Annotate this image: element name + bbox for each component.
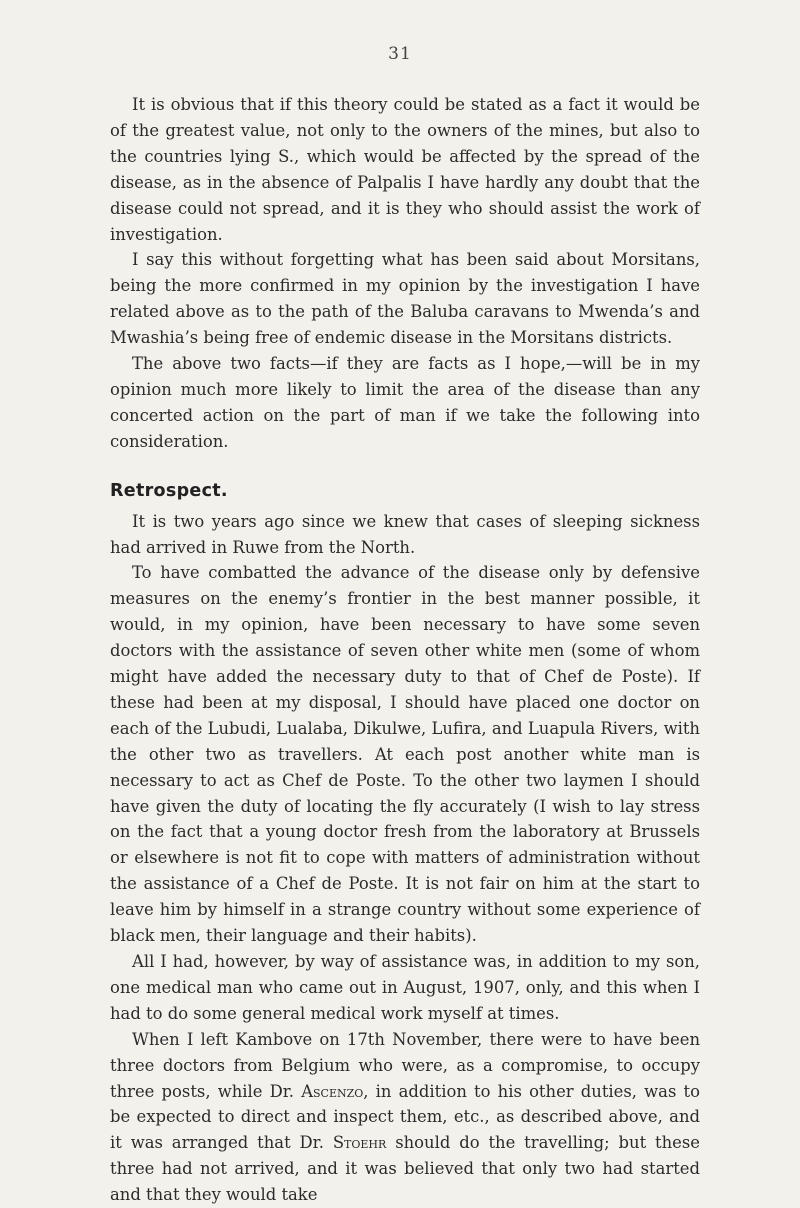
page-number: 31	[388, 44, 412, 64]
paragraph: To have combatted the advance of the disease only by defensive measures on the enemy’s frontier in the best manner possible, it would, in my opinion, have been necessary to have some seven doctors with the assistance of seven other white men (some of whom might have added the necessary duty to that of Chef de Poste). If these had been at my disposal, I should have placed one doctor on each of the Lubudi, Lualaba, Dikulwe, Lufira, and Luapula Rivers, with the other two as travellers. At each post another white man is necessary to act as Chef de Poste. To the other two laymen I should have given the duty of locating the fly accurately (I wish to lay stress on the fact that a young doctor fresh from the laboratory at Brussels or elsewhere is not fit to cope with matters of administration without the assistance of a Chef de Poste. It is not fair on him at the start to leave him by himself in a strange country without some experience of black men, their language and their habits).	[110, 563, 700, 946]
paragraph	[110, 1027, 700, 1208]
section-heading: Retrospect.	[110, 480, 228, 501]
paragraph: The above two facts—if they are facts as I hope,—will be in my opinion much more likely to limit the area of the disease than any concerted action on the part of man if we take the following into consideration.	[110, 354, 700, 451]
paragraph: It is two years ago since we knew that cases of sleeping sickness had arrived in Ruwe from the North.	[110, 511, 700, 557]
text-run: should do the travelling; but these three had not arrived, and it was believed that only two had started and that they would take	[110, 1133, 700, 1205]
text-run: When I left Kambove on 17th November, there were to have been three doctors from Belgium who were, as a compromise, to occupy three posts, while Dr.	[110, 1029, 700, 1101]
paragraph: It is obvious that if this theory could be stated as a fact it would be of the greatest value, not only to the owners of the mines, but also to the countries lying S., which would be affected by the spread of the disease, as in the absence of Palpalis I have hardly any doubt that the disease could not spread, and it is they who should assist the work of investigation.	[110, 95, 700, 244]
body-text	[110, 92, 700, 1208]
paragraph: All I had, however, by way of assistance was, in addition to my son, one medical man who came out in August, 1907, only, and this when I had to do some general medical work myself at times.	[110, 952, 700, 1023]
person-name: Stoehr	[332, 1133, 387, 1153]
text-run: , in addition to his other duties, was to be expected to direct and inspect them, etc., as described above, and it was arranged that Dr.	[110, 1081, 700, 1153]
paragraph: I say this without forgetting what has been said about Morsitans, being the more confirmed in my opinion by the investigation I have related above as to the path of the Baluba caravans to Mwenda’s and Mwashia’s being free of endemic disease in the Morsitans districts.	[110, 250, 700, 348]
person-name: Ascenzo	[301, 1081, 364, 1101]
